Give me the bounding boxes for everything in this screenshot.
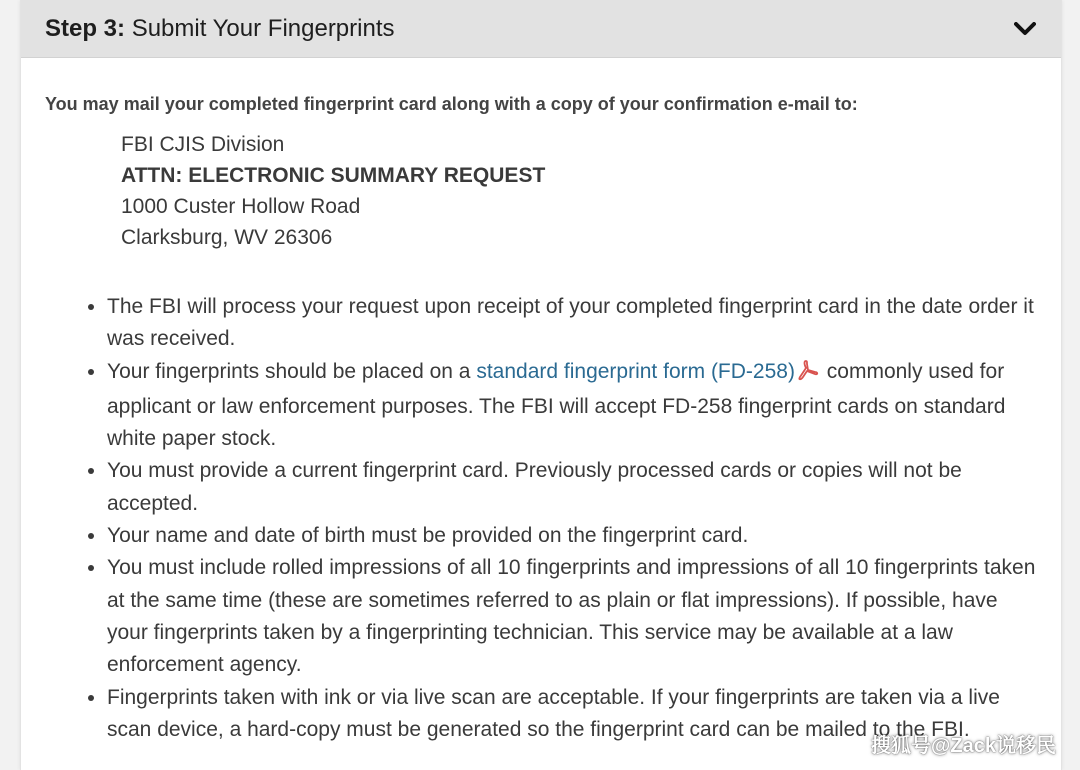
list-item: • You must provide a current fingerprint card. Previously processed cards or copies will not be accepted. — [107, 455, 1037, 520]
address-line-city: Clarksburg, WV 26306 — [121, 226, 333, 249]
list-item: • You must include rolled impressions of all 10 fingerprints and impressions of all 10 fingerprints taken at the same time (these are sometimes referred to as plain or flat impressions). If possible, have your fingerprints taken by a fingerprinting technician. This service may be available at a law enforcement agency. — [107, 552, 1037, 681]
step-title: Submit Your Fingerprints — [131, 14, 395, 42]
list-item-text: commonly used for applicant or law enforcement purposes. The FBI will accept FD-258 fingerprint cards on standard white paper stock. — [107, 359, 1006, 451]
fd-258-form-link[interactable]: standard fingerprint form (FD-258) — [476, 359, 795, 383]
address-line-division: FBI CJIS Division — [121, 133, 285, 156]
list-item — [107, 356, 1037, 456]
address-line-street: 1000 Custer Hollow Road — [121, 195, 361, 218]
watermark: 搜狐号@Zack说移民 — [870, 735, 1056, 757]
accordion-panel — [20, 0, 1062, 770]
accordion-header-step-3[interactable] — [21, 0, 1061, 58]
accordion-content — [21, 58, 1061, 746]
step-label: Step 3: — [45, 14, 126, 42]
chevron-down-icon[interactable] — [1013, 17, 1037, 41]
mail-instructions: You may mail your completed fingerprint card along with a copy of your confirmation e-mail to: — [45, 94, 858, 114]
mailing-address — [121, 129, 1037, 253]
address-line-attn: ATTN: ELECTRONIC SUMMARY REQUEST — [121, 164, 546, 187]
list-item: • Your name and date of birth must be provided on the fingerprint card. — [107, 520, 1037, 552]
section-title — [45, 15, 1013, 43]
list-item: • Fingerprints taken with ink or via live scan are acceptable. If your fingerprints are taken via a live scan device, a hard-copy must be generated so the fingerprint card can be mailed to the FBI. — [107, 682, 1037, 747]
list-item-text: Your fingerprints should be placed on a — [107, 359, 477, 383]
list-item: • The FBI will process your request upon receipt of your completed fingerprint card in the date order it was received. — [107, 291, 1037, 356]
requirements-list — [45, 291, 1037, 746]
pdf-icon[interactable] — [795, 359, 819, 391]
